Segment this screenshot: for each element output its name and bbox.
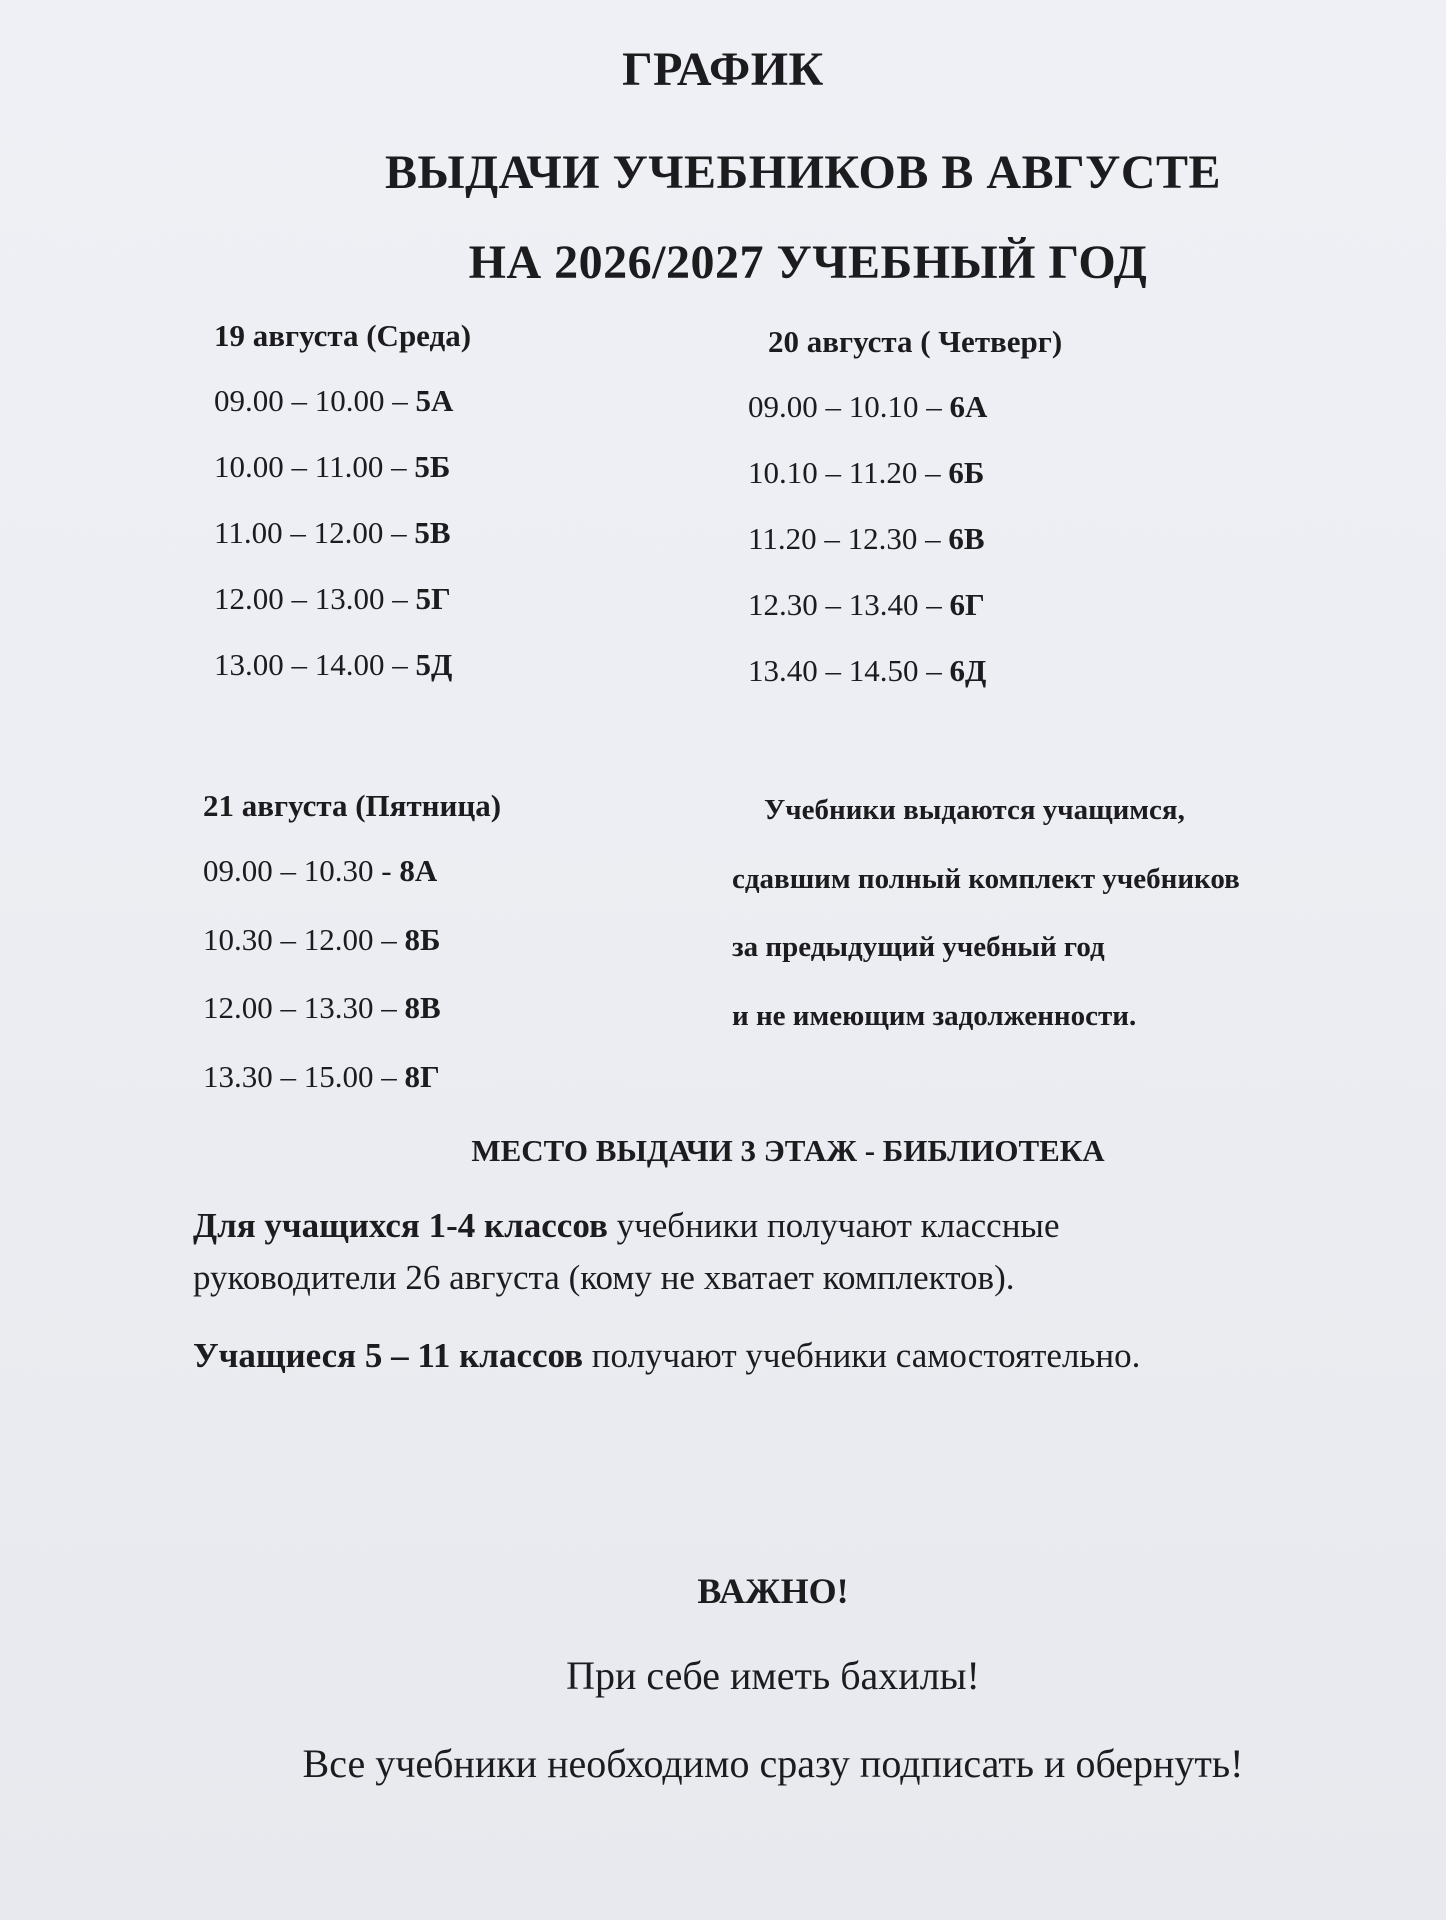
time-slot xyxy=(748,388,1062,454)
schedule-day-2 xyxy=(748,324,1062,718)
notice-line-1: Учебники выдаются учащимся, xyxy=(764,794,1185,826)
slot-time: 12.00 – 13.30 – xyxy=(203,990,405,1025)
important-line-1: При себе иметь бахилы! xyxy=(566,1653,980,1698)
info-grades-5-11 xyxy=(193,1330,1253,1382)
info-grades-1-4 xyxy=(193,1200,1253,1304)
info-grades-5-11-text: получают учебники самостоятельно. xyxy=(583,1336,1141,1375)
slot-class: 5Г xyxy=(415,581,451,616)
slot-class: 8Г xyxy=(404,1058,440,1094)
title-line-2: ВЫДАЧИ УЧЕБНИКОВ В АВГУСТЕ xyxy=(384,146,1222,199)
notice-line-4: и не имеющим задолженности. xyxy=(732,999,1137,1032)
time-slot xyxy=(748,454,1062,520)
slot-time: 09.00 – 10.00 – xyxy=(214,383,416,418)
slot-class: 6Г xyxy=(949,587,985,622)
info-grades-1-4-text: учебники получают классные руководители 26 августа (кому не хватает комплектов). xyxy=(193,1206,1060,1297)
issue-location xyxy=(0,1133,1446,1169)
notice-line-2: сдавшим полный комплект учебников xyxy=(732,862,1240,895)
time-slot xyxy=(214,514,471,580)
schedule-day-3 xyxy=(203,788,501,1126)
slot-time: 10.10 – 11.20 – xyxy=(748,455,949,490)
slot-class: 5А xyxy=(415,383,454,418)
info-grades-1-4-bold: Для учащихся 1-4 классов xyxy=(193,1206,608,1245)
issue-conditions-notice xyxy=(732,792,1240,1066)
time-slot xyxy=(203,852,501,921)
slot-class: 5Б xyxy=(414,449,451,484)
slot-class: 5В xyxy=(414,515,451,550)
slot-time: 13.30 – 15.00 – xyxy=(203,1058,405,1094)
slot-time: 10.30 – 12.00 – xyxy=(203,921,405,957)
issue-location-label: МЕСТО ВЫДАЧИ 3 ЭТАЖ - БИБЛИОТЕКА xyxy=(471,1133,1105,1168)
slot-class: 8Б xyxy=(404,921,441,957)
slot-time: 11.20 – 12.30 – xyxy=(748,521,949,556)
schedule-day-1 xyxy=(214,318,471,712)
day-heading: 20 августа ( Четверг) xyxy=(768,324,1063,359)
slot-time: 13.40 – 14.50 – xyxy=(748,653,950,688)
notice-line-3: за предыдущий учебный год xyxy=(732,931,1105,963)
time-slot xyxy=(203,921,501,990)
important-heading: ВАЖНО! xyxy=(697,1571,849,1611)
time-slot xyxy=(214,382,471,448)
time-slot xyxy=(748,586,1062,652)
time-slot xyxy=(203,989,501,1058)
slot-time: 10.00 – 11.00 – xyxy=(214,449,415,484)
slot-class: 6А xyxy=(949,389,988,424)
time-slot xyxy=(748,652,1062,718)
slot-class: 8В xyxy=(404,990,441,1025)
time-slot xyxy=(203,1058,501,1127)
slot-class: 5Д xyxy=(415,647,453,682)
info-grades-5-11-bold: Учащиеся 5 – 11 классов xyxy=(193,1336,584,1375)
important-line-2: Все учебники необходимо сразу подписать и обернуть! xyxy=(302,1741,1244,1786)
slot-time: 09.00 – 10.30 - xyxy=(203,853,400,888)
slot-class: 6В xyxy=(948,521,985,556)
slot-time: 13.00 – 14.00 – xyxy=(214,647,416,682)
time-slot xyxy=(214,448,471,514)
slot-time: 09.00 – 10.10 – xyxy=(748,389,950,424)
slot-class: 6Б xyxy=(948,455,985,490)
title-line-3: НА 2026/2027 УЧЕБНЫЙ ГОД xyxy=(468,236,1148,289)
slot-time: 11.00 – 12.00 – xyxy=(214,515,415,550)
slot-class: 6Д xyxy=(949,653,987,688)
time-slot xyxy=(214,580,471,646)
time-slot xyxy=(214,646,471,712)
slot-class: 8А xyxy=(399,853,438,888)
slot-time: 12.30 – 13.40 – xyxy=(748,587,950,622)
slot-time: 12.00 – 13.00 – xyxy=(214,581,416,616)
title-line-1: ГРАФИК xyxy=(622,43,824,96)
day-heading: 19 августа (Среда) xyxy=(214,318,472,353)
day-heading: 21 августа (Пятница) xyxy=(203,788,502,823)
time-slot xyxy=(748,520,1062,586)
